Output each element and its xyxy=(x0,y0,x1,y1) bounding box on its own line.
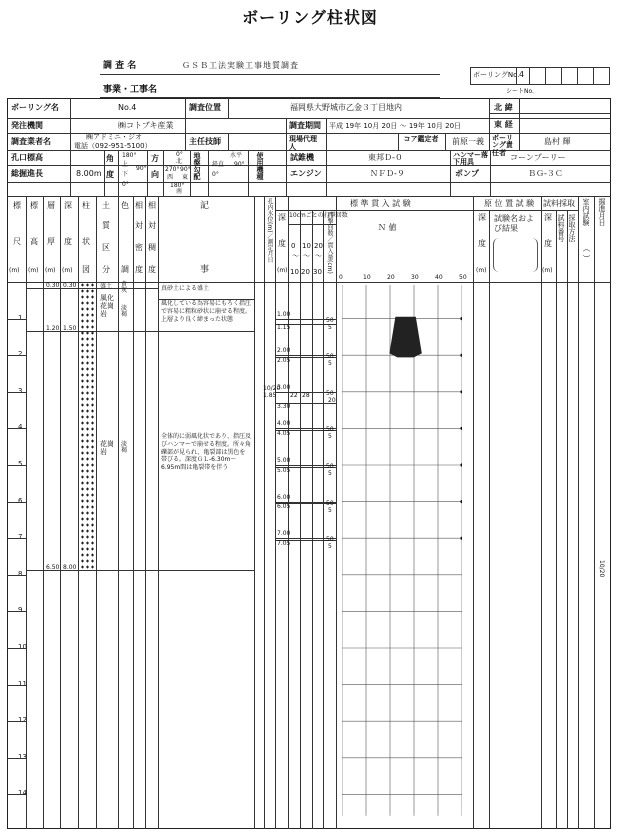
depth-scale-label: 12 xyxy=(18,716,27,725)
col-work-date: 掘進月日 xyxy=(598,198,606,226)
project-label: 事業・工事名 xyxy=(103,85,158,95)
col-depth-1: 深 xyxy=(64,201,72,210)
client-label: 発注機関 xyxy=(11,121,43,130)
slope-label: 地盤勾配 xyxy=(193,152,201,180)
layer-1-desc: 真砂土による盛土 xyxy=(161,285,210,292)
n-value-point xyxy=(460,463,462,466)
depth-scale-label: 2 xyxy=(18,350,23,359)
col-soil-1: 土 xyxy=(102,201,110,210)
col-desc-1: 記 xyxy=(200,201,210,211)
spt-blow-2: 28 xyxy=(302,391,310,399)
col-scale-2: 尺 xyxy=(13,237,21,246)
dir-mark-2: 270° xyxy=(165,166,180,173)
lon-label: 東 経 xyxy=(494,120,513,129)
layer-2-soil: 風化花崗岩 xyxy=(100,294,114,319)
slope-mark-1: 水平 xyxy=(230,152,243,159)
col-column-2: 状 xyxy=(82,237,90,246)
angle-mark-1: 上 xyxy=(122,161,129,168)
col-blows-top-2: 20 xyxy=(314,242,323,250)
col-blows-top-0: 0 xyxy=(291,242,296,250)
core-value: 前原一義 xyxy=(452,137,484,146)
hammer-label: ハンマー落下用具 xyxy=(453,151,488,167)
spt-total-blows: 50 xyxy=(326,389,334,397)
col-thick-unit: (m) xyxy=(45,267,56,274)
layer-3-thickness: 6.50 xyxy=(46,564,60,571)
survey-name: ＧＳＢ工法実験工事地質調査 xyxy=(182,61,299,70)
col-depth-2: 度 xyxy=(64,237,72,246)
n-value-title: Ｎ 値 xyxy=(378,223,397,232)
depth-scale-tick xyxy=(7,685,26,686)
depth-scale-label: 3 xyxy=(18,386,23,395)
depth-scale-tick xyxy=(7,355,26,356)
depth-scale-tick xyxy=(7,575,26,576)
dir-label-2: 向 xyxy=(151,170,159,179)
col-consist-1: 相 xyxy=(148,201,156,210)
spt-penetration: 5 xyxy=(328,470,332,477)
layer-3-desc: 全体的に弱風化状であり、指圧及びハンマーで崩せる程度。所々角礫部が見られ、亀裂部は黒色を帯びる。深度ＧＬ-6.30m～6.95m間は亀裂帯を伴う xyxy=(161,433,252,472)
contractor-value: ㈱アドミニ・ジオ xyxy=(86,133,142,141)
col-water: 孔内水位(m)／測定月日 xyxy=(266,198,273,263)
dir-mark-4: 西 xyxy=(167,174,174,181)
col-insitu-depth-1: 深 xyxy=(478,213,486,222)
spt-penetration: 5 xyxy=(328,543,332,551)
boring-resp-label: ボーリング責任者 xyxy=(492,134,513,157)
spt-total-blows: 50 xyxy=(326,536,334,544)
col-sample-depth-3: (m) xyxy=(542,267,553,274)
length-label: 総掘進長 xyxy=(11,169,43,178)
depth-scale-label: 13 xyxy=(18,752,27,761)
n-value-point xyxy=(460,390,462,393)
page-title: ボーリング柱状図 xyxy=(242,8,378,27)
col-lab: 室内試験 xyxy=(582,198,590,226)
n-value-point xyxy=(460,500,462,503)
machine-value: 東邦Ｄ-０ xyxy=(368,153,403,162)
n-axis-tick-label: 30 xyxy=(411,274,419,281)
col-density-1: 相 xyxy=(135,201,143,210)
chief-label: 主任技師 xyxy=(189,137,221,146)
layer-1-color: 黄灰 xyxy=(121,281,128,294)
col-blows-sym-0: ～ xyxy=(292,252,299,260)
column-pattern xyxy=(80,282,94,570)
col-sample-depth-1: 深 xyxy=(544,213,552,222)
length-value: 8.00m xyxy=(76,169,102,178)
boring-name-value: No.4 xyxy=(118,103,137,112)
depth-scale-tick xyxy=(7,648,26,649)
col-insitu-depth-2: 度 xyxy=(478,239,486,248)
spt-depth-end: 6.05 xyxy=(277,503,291,511)
col-lab-paren: （ ） xyxy=(582,244,591,263)
layer-1-thickness: 0.30 xyxy=(46,282,60,289)
layer-3-color: 淡褐 xyxy=(121,441,128,454)
dir-label-1: 方 xyxy=(151,154,159,163)
col-insitu-paren xyxy=(493,238,538,272)
depth-scale-tick xyxy=(7,319,26,320)
col-blows-per10: 10cmごとの打撃回数 xyxy=(289,212,348,219)
work-date: 10/20 xyxy=(598,560,605,578)
depth-scale-label: 4 xyxy=(18,423,23,432)
col-soil-2: 質 xyxy=(102,221,110,230)
col-consist-3: 稠 xyxy=(148,243,156,252)
col-density-2: 対 xyxy=(135,221,143,230)
spt-penetration: 5 xyxy=(328,433,332,441)
n-value-chart xyxy=(342,285,462,820)
depth-scale-tick xyxy=(7,721,26,722)
col-spt: 標 準 貫 入 試 験 xyxy=(350,199,411,208)
pump-value: ＢＧ-３Ｃ xyxy=(528,169,563,178)
client-value: ㈱コトブキ産業 xyxy=(118,121,174,130)
col-density-4: 度 xyxy=(135,265,143,274)
slope-mark-0: 鉛直 xyxy=(212,161,225,168)
spt-depth-end: 1.15 xyxy=(277,324,291,332)
angle-mark-2: 下 xyxy=(122,171,129,178)
depth-scale-tick xyxy=(7,428,26,429)
hammer-value: コーンプーリー xyxy=(510,153,566,162)
engine-label: エンジン xyxy=(290,169,322,178)
spt-penetration: 5 xyxy=(328,323,332,331)
angle-mark-3: 0° xyxy=(122,181,129,188)
spt-depth-end: 5.05 xyxy=(277,466,291,474)
layer-2-desc: 風化している為容易にもろく指圧で容易に粗粒砂状に崩せる程度。上層より良く締まった状態 xyxy=(161,300,252,323)
col-blows-bot-1: 20 xyxy=(301,268,310,276)
col-soil-4: 分 xyxy=(102,265,110,274)
spt-depth: 6.00 xyxy=(277,493,291,501)
angle-mark-4: 90° xyxy=(136,165,147,172)
n-value-point xyxy=(460,537,462,540)
n-value-refusal-mark xyxy=(389,317,421,358)
col-insitu-name: 試験名および結果 xyxy=(494,214,534,233)
spt-depth-end: 4.05 xyxy=(277,430,291,438)
contractor-label: 調査業者名 xyxy=(11,137,51,146)
col-thick-1: 層 xyxy=(47,201,55,210)
col-sample-depth-2: 度 xyxy=(544,239,552,248)
depth-scale-tick xyxy=(7,392,26,393)
depth-scale-label: 11 xyxy=(18,679,27,688)
depth-scale-tick xyxy=(7,611,26,612)
boring-no-label: ボーリングNo. xyxy=(473,71,520,79)
angle-label-1: 角 xyxy=(106,154,114,163)
col-spt-depth-2: 度 xyxy=(278,239,286,248)
col-color-2: 調 xyxy=(121,265,129,274)
spt-depth: 2.00 xyxy=(277,347,291,355)
agent-label: 現場代理人 xyxy=(289,135,317,151)
dir-mark-1: 北 xyxy=(176,158,183,165)
spt-blow-1: 22 xyxy=(290,391,298,399)
equipment-label: 使用機種 xyxy=(256,152,264,180)
slope-mark-2: 0° xyxy=(212,171,219,178)
machine-label: 試錐機 xyxy=(290,153,314,162)
pump-label: ポンプ xyxy=(455,169,479,178)
spt-depth: 4.00 xyxy=(277,420,291,428)
depth-scale-label: 7 xyxy=(18,533,23,542)
spt-depth-end: 3.30 xyxy=(277,402,291,410)
col-elev-unit: (m) xyxy=(28,267,39,274)
col-elev-2: 高 xyxy=(30,237,38,246)
depth-scale-label: 1 xyxy=(18,313,23,322)
col-insitu-depth-3: (m) xyxy=(476,267,487,274)
col-sample-method: 採取方法 xyxy=(568,214,576,242)
spt-total-blows: 50 xyxy=(326,463,334,470)
n-value-point xyxy=(460,427,462,430)
col-color-1: 色 xyxy=(121,201,129,210)
spt-depth: 1.00 xyxy=(277,310,291,318)
depth-scale-label: 14 xyxy=(18,789,27,798)
col-scale-1: 標 xyxy=(13,201,21,210)
col-consist-2: 対 xyxy=(148,221,156,230)
layer-3-depth: 8.00 xyxy=(63,564,77,571)
col-blows-sym-1: ～ xyxy=(303,252,310,260)
dir-mark-0: 0° xyxy=(176,151,183,158)
contractor-tel: 電話（092-951-5100） xyxy=(74,142,152,150)
layer-2-color: 淡褐 xyxy=(121,305,128,318)
n-axis-tick-label: 20 xyxy=(387,274,395,281)
n-axis-tick-label: 10 xyxy=(363,274,371,281)
angle-mark-0: 180° xyxy=(122,152,137,159)
boring-name-label: ボーリング名 xyxy=(11,103,59,112)
layer-1-depth: 0.30 xyxy=(63,282,77,289)
spt-penetration: 5 xyxy=(328,506,332,514)
col-blows-sym-2: ～ xyxy=(315,252,322,260)
layer-1-soil: 盛土 xyxy=(100,283,113,290)
spt-total-blows: 50 xyxy=(326,353,334,361)
layer-2-depth: 1.50 xyxy=(63,325,77,332)
period-label: 調査期間 xyxy=(289,121,321,130)
dir-mark-7: 南 xyxy=(176,188,183,195)
spt-depth-end: 2.05 xyxy=(277,357,291,365)
water-value: 1.85 xyxy=(263,392,277,399)
sheet-label: シートNo. xyxy=(506,88,534,95)
spt-depth: 7.00 xyxy=(277,530,291,538)
depth-scale-label: 6 xyxy=(18,496,23,505)
boring-resp-value: 島村 輝 xyxy=(544,137,571,146)
col-thick-2: 厚 xyxy=(47,237,55,246)
depth-scale-label: 10 xyxy=(18,643,27,651)
dir-mark-5: 東 xyxy=(182,174,189,181)
depth-scale-tick xyxy=(7,794,26,795)
n-value-point xyxy=(460,317,462,320)
dir-mark-6: 180° xyxy=(170,182,185,189)
spt-total-blows: 50 xyxy=(326,499,334,507)
col-blows-top-1: 10 xyxy=(302,242,311,250)
depth-scale-tick xyxy=(7,758,26,759)
angle-label-2: 度 xyxy=(106,170,114,179)
n-value-plot xyxy=(342,285,462,820)
boring-no-value: 4 xyxy=(519,70,525,79)
core-label: コア鑑定者 xyxy=(403,135,439,143)
col-blows-bot-0: 10 xyxy=(290,268,299,276)
elev-label: 孔口標高 xyxy=(11,153,43,162)
depth-scale-tick xyxy=(7,465,26,466)
col-blows-bot-2: 30 xyxy=(313,268,322,276)
spt-depth: 3.00 xyxy=(277,383,291,391)
col-column-1: 柱 xyxy=(82,201,90,210)
layer-3-soil: 花崗岩 xyxy=(100,440,114,457)
col-soil-3: 区 xyxy=(102,243,110,252)
slope-mark-3: 90° xyxy=(234,161,245,168)
water-date: 10/20 xyxy=(263,385,281,392)
spt-total-blows: 50 xyxy=(326,316,334,324)
depth-scale-label: 5 xyxy=(18,460,23,468)
depth-scale-label: 9 xyxy=(18,606,23,615)
n-axis-tick-label: 40 xyxy=(435,274,443,281)
col-desc-2: 事 xyxy=(200,265,210,275)
col-sample-no: 試料番号 xyxy=(557,214,565,242)
n-axis-tick-label: 50 xyxy=(459,274,467,281)
n-axis-tick-label: 0 xyxy=(339,274,343,281)
spt-penetration: 20 xyxy=(328,396,336,404)
col-elev-1: 標 xyxy=(30,201,38,210)
col-sample: 試料採取 xyxy=(543,199,575,208)
location-label: 調査位置 xyxy=(189,103,221,112)
depth-scale-label: 8 xyxy=(18,569,23,578)
survey-label: 調 査 名 xyxy=(103,61,137,71)
dir-mark-3: 90° xyxy=(180,166,191,173)
col-spt-depth-1: 深 xyxy=(278,213,286,222)
depth-scale-tick xyxy=(7,538,26,539)
spt-total-blows: 50 xyxy=(326,426,334,434)
spt-penetration: 5 xyxy=(328,360,332,368)
col-density-3: 密 xyxy=(135,243,143,252)
n-value-point xyxy=(460,354,462,357)
period-value: 平成 19年 10月 20日 ～ 19年 10月 20日 xyxy=(329,122,462,130)
col-spt-depth-3: (m) xyxy=(277,267,288,274)
depth-scale-tick xyxy=(7,502,26,503)
engine-value: ＮＦＤ-９ xyxy=(370,169,405,178)
col-blows-total: 打撃回数／貫入量(cm) xyxy=(326,212,333,274)
col-scale-unit: (m) xyxy=(9,267,20,274)
col-depth-unit: (m) xyxy=(62,267,73,274)
spt-depth-end: 7.05 xyxy=(277,540,291,548)
col-insitu: 原 位 置 試 験 xyxy=(484,199,535,208)
lat-label: 北 緯 xyxy=(494,103,513,112)
layer-2-thickness: 1.20 xyxy=(46,325,60,332)
col-consist-4: 度 xyxy=(148,265,156,274)
spt-depth: 5.00 xyxy=(277,457,291,464)
location-value: 福岡県大野城市乙金３丁目地内 xyxy=(290,103,402,112)
col-column-3: 図 xyxy=(82,265,90,274)
